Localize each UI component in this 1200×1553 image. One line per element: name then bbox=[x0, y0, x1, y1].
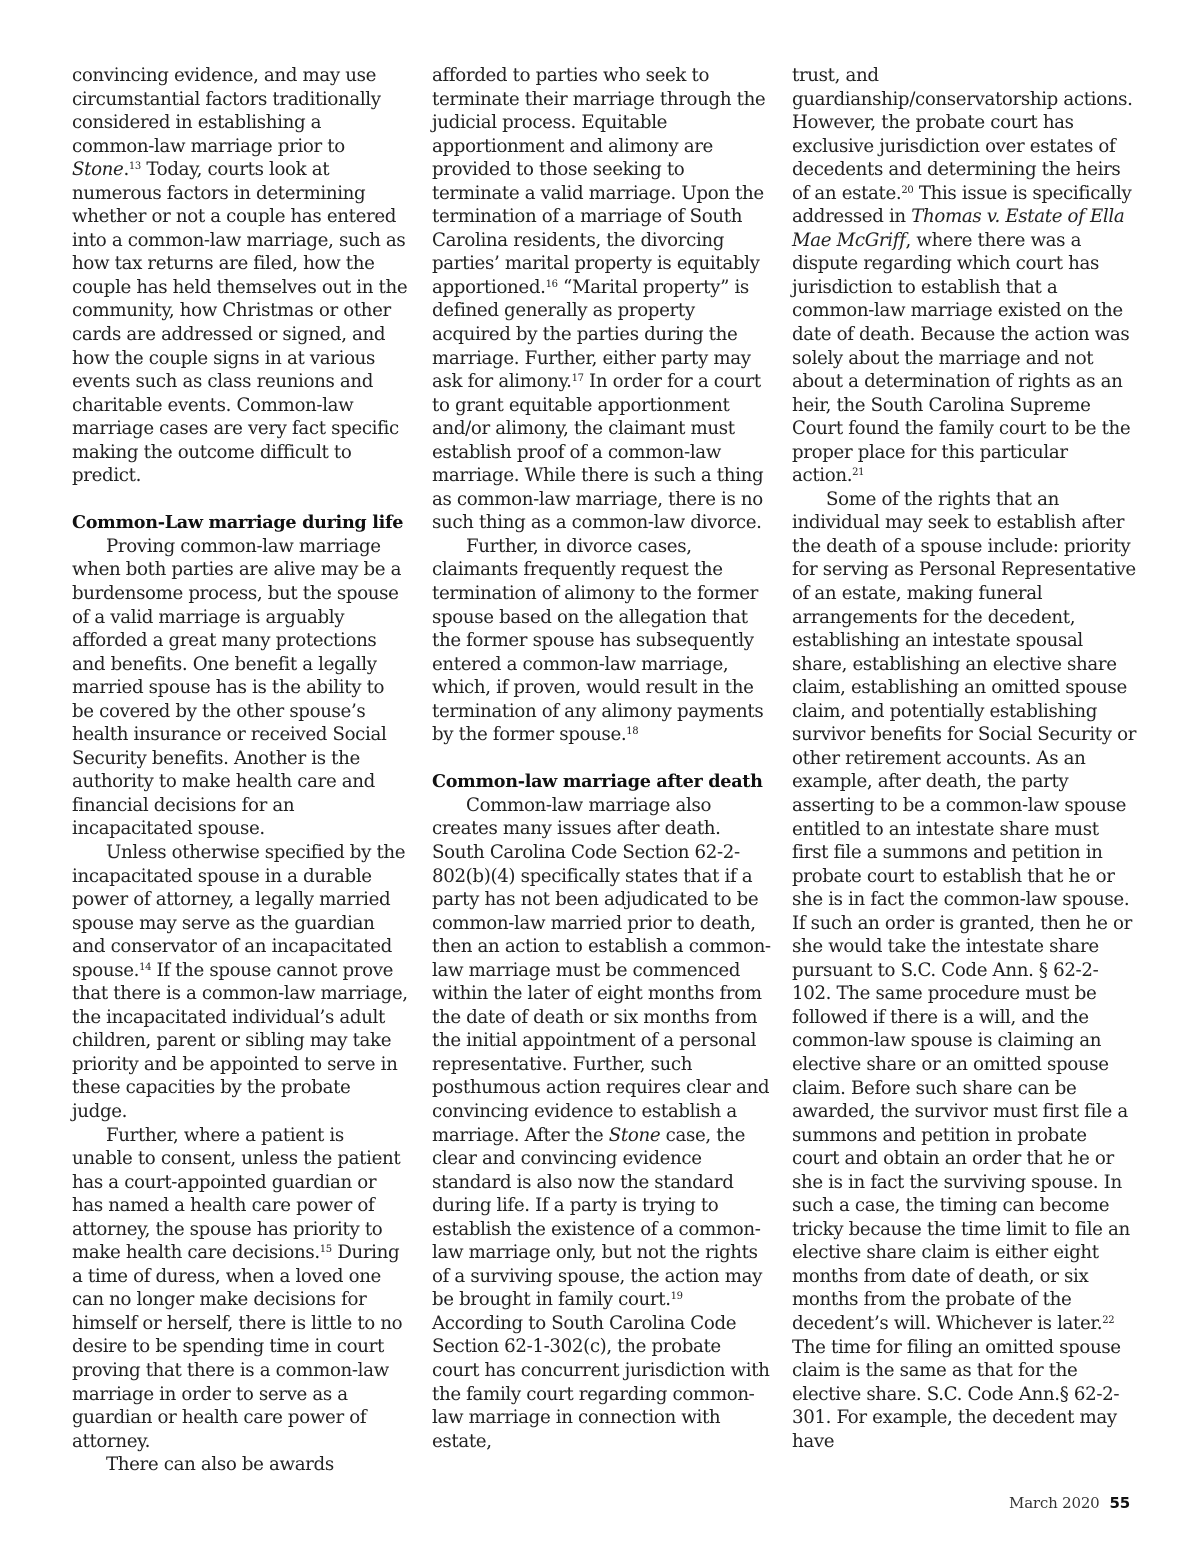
footnote-ref: 22 bbox=[1102, 1314, 1115, 1326]
text-run: . bbox=[123, 159, 129, 181]
text-run: This issue is specifically addressed in bbox=[792, 182, 1132, 228]
paragraph bbox=[72, 1124, 408, 1454]
paragraph bbox=[432, 64, 772, 535]
text-run: Some of the rights that an individual may seek to establish after the death of a spouse include: priority for serving as Personal Representative of an estate, making funeral arrangements for the decedent, establishing an intestate spousal share, establishing an elective share claim, establishing an omitted spouse claim, and potentially establishing survivor benefits for Social Security or other retirement accounts. As an example, after death, the party asserting to be a common-law spouse entitled to an intestate share must first file a summons and petition in probate court to establish that he or she is in fact the common-law spouse. If such an order is granted, then he or she would take the intestate share pursuant to S.C. Code Ann. § 62-2-102. The same procedure must be followed if there is a will, and the common-law spouse is claiming an elective share or an omitted spouse claim. Before such share can be awarded, the survivor must first file a summons and petition in probate court and obtain an order that he or she is in fact the surviving spouse. In such a case, the timing can become tricky because the time limit to file an elective share claim is either eight months from date of death, or six months from the probate of the decedent’s will. Whichever is later. bbox=[792, 488, 1137, 1334]
page-number: 55 bbox=[1109, 1494, 1130, 1512]
text-column-3 bbox=[792, 64, 1137, 1453]
text-run: Today, courts look at numerous factors in determining whether or not a couple has entered into a common-law marriage, such as how tax returns are filed, how the couple has held themselves out in the community, how Christmas or other cards are addressed or signed, and how the couple signs in at various events such as class reunions and charitable events. Common-law marriage cases are very fact specific making the outcome difficult to predict. bbox=[72, 159, 408, 487]
text-run: In order for a court to grant equitable apportionment and/or alimony, the claimant must establish proof of a common-law marriage. While there is such a thing as common-law marriage, there is no such thing as a common-law divorce. bbox=[432, 371, 764, 534]
text-run: afforded to parties who seek to terminate their marriage through the judicial process. Equitable apportionment and alimony are provided to those seeking to terminate a valid marriage. Upon the termination of a marriage of South Carolina residents, the divorcing parties’ marital property is equitably apportioned. bbox=[432, 65, 766, 298]
text-run: case, the clear and convincing evidence standard is also now the standard during life. If a party is trying to establish the existence of a common-law marriage only, but not the rights of a surviving spouse, the action may be brought in family court. bbox=[432, 1124, 763, 1311]
text-run: According to South Carolina Code Section 62-1-302(c), the probate court has concurrent jurisdiction with the family court regarding common-law marriage in connection with estate, bbox=[432, 1312, 770, 1452]
footnote-ref: 14 bbox=[139, 961, 152, 973]
footnote-ref: 21 bbox=[852, 467, 865, 479]
text-run: , where there was a dispute regarding which court has jurisdiction to establish that a common-law marriage existed on the date of death. Because the action was solely about the marriage and not about a determination of rights as an heir, the South Carolina Supreme Court found the family court to be the proper place for this particular action. bbox=[792, 229, 1131, 487]
section-heading: Common-law marriage after death bbox=[432, 771, 763, 793]
case-name: Stone bbox=[608, 1124, 661, 1146]
text-run: If the spouse cannot prove that there is a common-law marriage, the incapacitated individual’s adult children, parent or sibling may take priority and be appointed to serve in these capacities by the probate judge. bbox=[72, 959, 408, 1123]
text-column-2 bbox=[432, 64, 772, 1453]
text-run: Proving common-law marriage when both parties are alive may be a burdensome process, but the spouse of a valid marriage is arguably afforded a great many protections and benefits. One benefit a legally married spouse has is the ability to be covered by the other spouse’s health insurance or received Social Security benefits. Another is the authority to make health care and financial decisions for an incapacitated spouse. bbox=[72, 535, 402, 840]
text-run: Unless otherwise specified by the incapacitated spouse in a durable power of attorney, a legally married spouse may serve as the guardian and conservator of an incapacitated spouse. bbox=[72, 842, 406, 981]
text-run: Further, where a patient is unable to consent, unless the patient has a court-appointed guardian or has named a health care power of attorney, the spouse has priority to make health care decisions. bbox=[72, 1124, 401, 1264]
text-column-1 bbox=[72, 64, 408, 1477]
text-run: Common-law marriage also creates many issues after death. South Carolina Code Section 62-2-802(b)(4) specifically states that if a party has not been adjudicated to be common-law married prior to death, then an action to establish a common-law marriage must be commenced within the later of eight months from the date of death or six months from the initial appointment of a personal representative. Further, such posthumous action requires clear and convincing evidence to establish a marriage. After the bbox=[432, 794, 771, 1146]
paragraph bbox=[432, 535, 772, 747]
text-run: There can also be awards bbox=[106, 1454, 334, 1476]
footnote-ref: 16 bbox=[545, 278, 558, 290]
footnote-ref: 13 bbox=[128, 161, 141, 173]
text-run: The time for filing an omitted spouse claim is the same as that for the elective share. S.C. Code Ann.§ 62-2-301. For example, the decedent may have bbox=[792, 1336, 1121, 1452]
paragraph bbox=[792, 64, 1137, 488]
text-run: trust, and guardianship/conservatorship actions. However, the probate court has exclusive jurisdiction over estates of decedents and determining the heirs of an estate. bbox=[792, 65, 1133, 204]
footnote-ref: 15 bbox=[319, 1244, 332, 1256]
issue-date: March 2020 bbox=[1009, 1494, 1100, 1512]
paragraph bbox=[72, 1453, 408, 1477]
paragraph bbox=[792, 488, 1137, 1453]
section-heading: Common-Law marriage during life bbox=[72, 512, 404, 534]
footnote-ref: 17 bbox=[571, 373, 584, 385]
case-name: Stone bbox=[72, 159, 124, 181]
text-run: During a time of duress, when a loved one can no longer make decisions for himself or herself, there is little to no desire to be spending time in court proving that there is a common-law marriage in order to serve as a guardian or health care power of attorney. bbox=[72, 1242, 403, 1452]
footnote-ref: 18 bbox=[626, 726, 639, 738]
case-name: Thomas v. Estate of Ella Mae McGriff bbox=[792, 206, 1125, 251]
paragraph bbox=[72, 64, 408, 488]
text-run: convincing evidence, and may use circumstantial factors traditionally considered in establishing a common-law marriage prior to bbox=[72, 65, 381, 157]
paragraph bbox=[432, 794, 772, 1453]
text-run: “Marital property” is defined generally as property acquired by the parties during the marriage. Further, either party may ask for alimony. bbox=[432, 276, 751, 393]
paragraph bbox=[72, 535, 408, 841]
paragraph bbox=[72, 841, 408, 1124]
footnote-ref: 20 bbox=[901, 184, 914, 196]
page-footer bbox=[1009, 1494, 1130, 1512]
footnote-ref: 19 bbox=[670, 1291, 683, 1303]
text-run: Further, in divorce cases, claimants frequently request the termination of alimony to the former spouse based on the allegation that the former spouse has subsequently entered a common-law marriage, which, if proven, would result in the termination of any alimony payments by the former spouse. bbox=[432, 535, 764, 746]
